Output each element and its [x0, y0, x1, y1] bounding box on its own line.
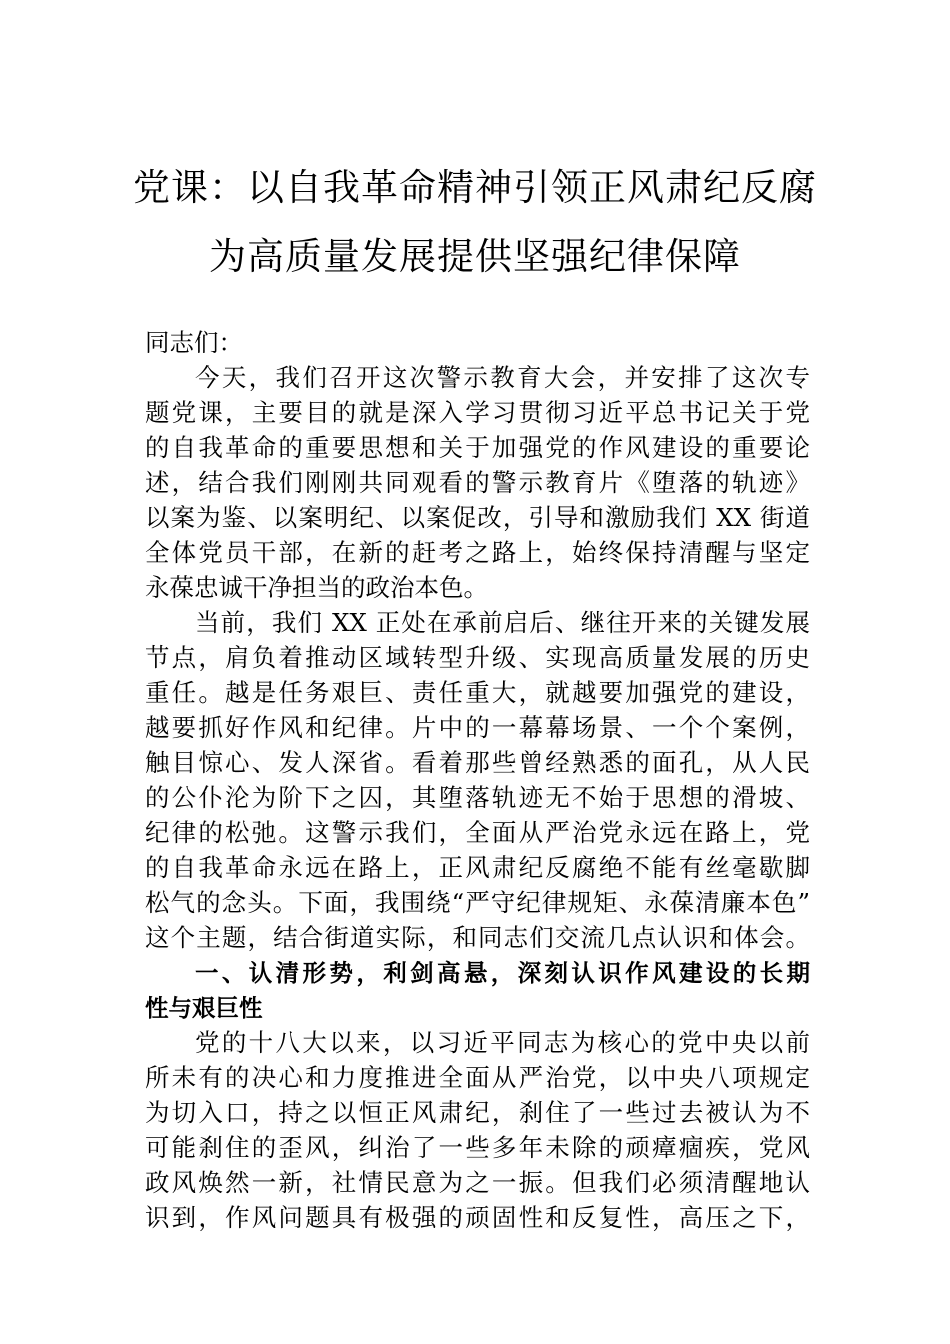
- paragraph-line: 重任。越是任务艰巨、责任重大，就越要加强党的建设，: [145, 678, 810, 707]
- paragraph-line: 触目惊心、发人深省。看着那些曾经熟悉的面孔，从人民: [145, 748, 810, 777]
- salutation: 同志们：: [145, 328, 243, 357]
- section-heading: 性与艰巨性: [145, 994, 263, 1022]
- paragraph-line: 党的十八大以来，以习近平同志为核心的党中央以前: [195, 1028, 810, 1057]
- paragraph-line: 的自我革命永远在路上，正风肃纪反腐绝不能有丝毫歇脚: [145, 853, 810, 882]
- document-title-line-1: 党课：以自我革命精神引领正风肃纪反腐: [133, 166, 817, 209]
- paragraph-line: 的自我革命的重要思想和关于加强党的作风建设的重要论: [145, 433, 810, 462]
- paragraph-line: 节点，肩负着推动区域转型升级、实现高质量发展的历史: [145, 643, 810, 672]
- paragraph-line: 为切入口，持之以恒正风肃纪，刹住了一些过去被认为不: [145, 1098, 810, 1127]
- paragraph-line: 述，结合我们刚刚共同观看的警示教育片《堕落的轨迹》: [145, 468, 810, 497]
- paragraph-line: 今天，我们召开这次警示教育大会，并安排了这次专: [195, 363, 810, 392]
- paragraph-line: 纪律的松弛。这警示我们，全面从严治党永远在路上，党: [145, 818, 810, 847]
- paragraph-line: 识到，作风问题具有极强的顽固性和反复性，高压之下，: [145, 1203, 810, 1232]
- paragraph-line: 永葆忠诚干净担当的政治本色。: [145, 573, 488, 602]
- paragraph-line: 全体党员干部，在新的赶考之路上，始终保持清醒与坚定: [145, 538, 810, 567]
- paragraph-line: 松气的念头。下面，我围绕“严守纪律规矩、永葆清廉本色”: [145, 888, 810, 917]
- paragraph-line: 越要抓好作风和纪律。片中的一幕幕场景、一个个案例，: [145, 713, 810, 742]
- paragraph-line: 政风焕然一新，社情民意为之一振。但我们必须清醒地认: [145, 1168, 810, 1197]
- paragraph-line: 以案为鉴、以案明纪、以案促改，引导和激励我们 XX 街道: [145, 503, 810, 532]
- section-heading: 一、认清形势，利剑高悬，深刻认识作风建设的长期: [195, 959, 810, 987]
- paragraph-line: 可能刹住的歪风，纠治了一些多年未除的顽瘴痼疾，党风: [145, 1133, 810, 1162]
- paragraph-line: 当前，我们 XX 正处在承前启后、继往开来的关键发展: [195, 608, 810, 637]
- paragraph-line: 的公仆沦为阶下之囚，其堕落轨迹无不始于思想的滑坡、: [145, 783, 810, 812]
- document-title-line-2: 为高质量发展提供坚强纪律保障: [209, 235, 741, 278]
- paragraph-line: 题党课，主要目的就是深入学习贯彻习近平总书记关于党: [145, 398, 810, 427]
- paragraph-line: 所未有的决心和力度推进全面从严治党，以中央八项规定: [145, 1063, 810, 1092]
- paragraph-line: 这个主题，结合街道实际，和同志们交流几点认识和体会。: [145, 923, 810, 952]
